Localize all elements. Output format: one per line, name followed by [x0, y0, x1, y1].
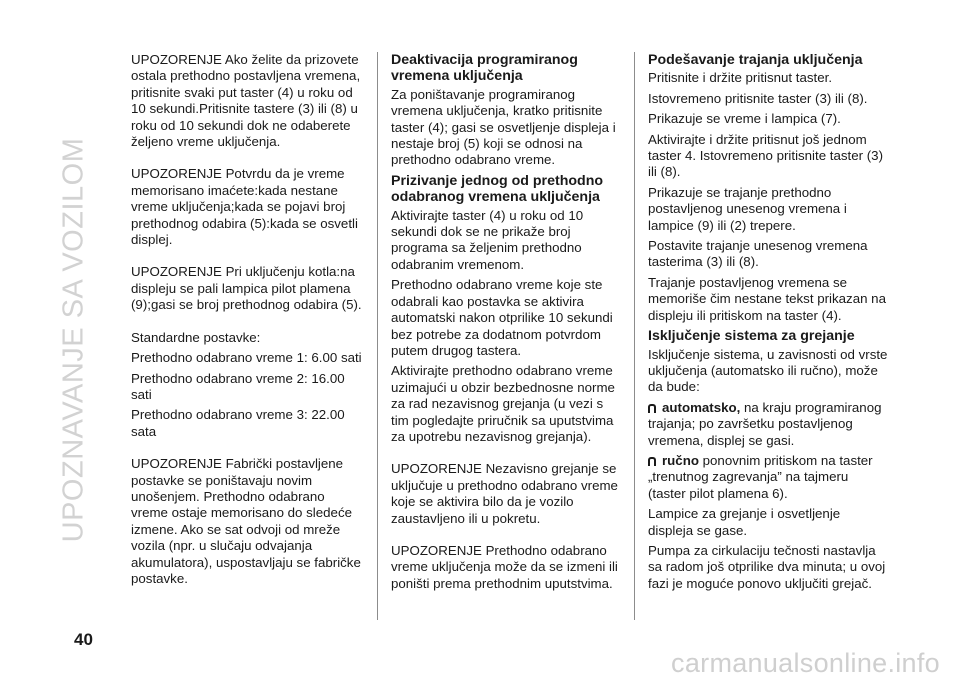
watermark: carmanualsonline.info: [671, 648, 940, 678]
bullet-term: automatsko,: [662, 399, 741, 415]
body-paragraph: Aktivirajte prethodno odabrano vreme uzimajući u obzir bezbednosne norme za rad nezavisnog grejanja (u vezi s tim pogledajte priručnik sa uputstvima za upotrebu nezavisnog grejanja).: [391, 363, 615, 444]
column-divider: [634, 52, 635, 620]
bullet-text: ponovnim pritiskom na taster „trenutnog zagrevanja” na tajmeru (taster pilot plamena 6).: [648, 452, 873, 501]
standard-settings-label: Standardne postavke:: [131, 329, 261, 345]
warning-paragraph: UPOZORENJE Fabrički postavljene postavke se poništavaju novim unošenjem. Prethodno odabrano vreme ostaje memorisano do sledeće izmene. Ako se sat odvoji od mreže vozila (npr. u slučaju odvajanja akumulatora), uspostavljaju se fabričke postavke.: [131, 456, 361, 586]
column-right: [648, 52, 888, 596]
column-middle: [391, 52, 623, 596]
bullet-item-manual: [648, 453, 888, 502]
section-heading: Podešavanje trajanja uključenja: [648, 52, 863, 68]
warning-paragraph: UPOZORENJE Prethodno odabrano vreme uključenja može da se izmeni ili poništi prema prethodnim uputstvima.: [391, 542, 618, 591]
warning-paragraph: UPOZORENJE Potvrdu da je vreme memorisano imaćete:kada nestane vreme uključenja;kada se pojavi broj prethodnog odabira (5):kada se osvetli displej.: [131, 166, 358, 248]
preset-time-1: Prethodno odabrano vreme 1: 6.00 sati: [131, 350, 362, 366]
column-left: [131, 52, 363, 591]
warning-paragraph: UPOZORENJE Pri uključenju kotla:na displeju se pali lampica pilot plamena (9);gasi se broj prethodnog odabira (5).: [131, 264, 362, 313]
section-heading: Prizivanje jednog od prethodno odabranog vremena uključenja: [391, 172, 604, 206]
body-paragraph: Aktivirajte i držite pritisnut još jednom taster 4. Istovremeno pritisnite taster (3) ili (8).: [648, 131, 884, 180]
body-paragraph: Prethodno odabrano vreme koje ste odabrali kao postavka se aktivira automatski nakon otprilike 10 sekundi bez potrebe za dodatnom potvrdom putem drugog tastera.: [391, 277, 613, 358]
body-paragraph: Postavite trajanje unesenog vremena tasterima (3) ili (8).: [648, 238, 868, 270]
warning-paragraph: UPOZORENJE Ako želite da prizovete ostala prethodno postavljena vremena, pritisnite svaki put taster (4) u roku od 10 sekundi.Pritisnite tastere (3) ili (8) u roku od 10 sekundi dok ne odaberete željeno vreme uključenja.: [131, 52, 361, 150]
body-paragraph: Pritisnite i držite pritisnut taster.: [648, 70, 833, 86]
body-paragraph: Prikazuje se vreme i lampica (7).: [648, 111, 841, 127]
preset-time-3: Prethodno odabrano vreme 3: 22.00 sata: [131, 407, 345, 439]
section-heading: Deaktivacija programiranog vremena uključenja: [391, 52, 578, 85]
page-number: 40: [74, 630, 93, 649]
body-paragraph: Aktivirajte taster (4) u roku od 10 sekundi dok se ne prikaže broj programa sa željenim prethodno odabranim vremenom.: [391, 207, 584, 272]
section-heading: Isključenje sistema za grejanje: [648, 328, 855, 345]
body-paragraph: Za poništavanje programiranog vremena uključenja, kratko pritisnite taster (4); gasi se osvetljenje displeja i nestaje broj (5) koji se odnosi na prethodno odabrano vreme.: [391, 86, 616, 168]
bullet-icon: [648, 457, 656, 466]
bullet-icon: [648, 404, 656, 413]
body-paragraph: Istovremeno pritisnite taster (3) ili (8).: [648, 90, 868, 106]
body-paragraph: Isključenje sistema, u zavisnosti od vrste uključenja (automatsko ili ručno), može da bude:: [648, 346, 888, 395]
body-paragraph: Pumpa za cirkulaciju tečnosti nastavlja sa radom još otprilike dva minuta; u ovoj fazi je moguće ponovo uključiti grejač.: [648, 542, 886, 591]
preset-time-2: Prethodno odabrano vreme 2: 16.00 sati: [131, 370, 345, 402]
bullet-term: ručno: [662, 452, 699, 468]
warning-paragraph: UPOZORENJE Nezavisno grejanje se uključuje u prethodno odabrano vreme koje se aktivira bilo da je vozilo zaustavljeno ili u pokretu.: [391, 461, 618, 526]
body-paragraph: Lampice za grejanje i osvetljenje displeja se gase.: [648, 506, 841, 538]
body-paragraph: Prikazuje se trajanje prethodno postavljenog unesenog vremena i lampice (9) ili (2) trepere.: [648, 184, 847, 233]
bullet-item-automatic: [648, 400, 888, 449]
body-paragraph: Trajanje postavljenog vremena se memoriše čim nestane tekst prikazan na displeju ili pritiskom na taster (4).: [648, 274, 886, 323]
column-divider: [377, 52, 378, 620]
bullet-text: na kraju programiranog trajanja; po završetku postavljenog vremena, displej se gasi.: [648, 399, 882, 448]
section-side-title: UPOZNAVANJE SA VOZILOM: [57, 137, 90, 543]
